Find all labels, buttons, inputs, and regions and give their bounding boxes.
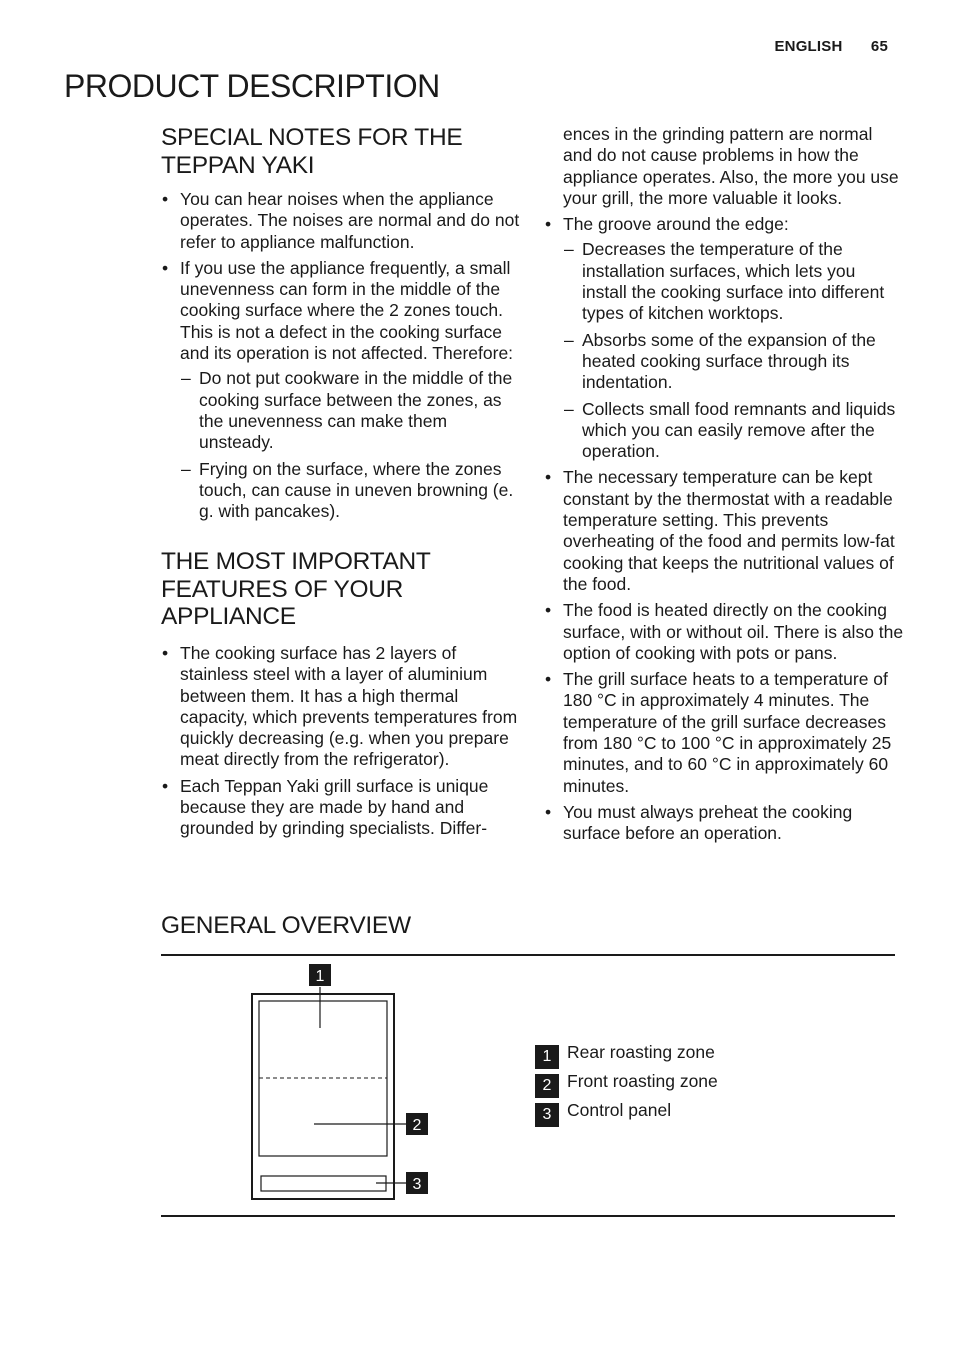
sub-list-item: – Frying on the surface, where the zones touch, can cause in uneven browning (e. g. with pancakes). [180,459,521,523]
list-item-text: If you use the appliance frequently, a small unevenness can form in the middle of the cooking surface where the 2 zones touch. This is not a defect in the cooking surface and its operation is not affected. Therefore: [180,257,514,364]
divider-bottom [161,1215,895,1217]
legend-label: Control panel [567,1100,672,1120]
list-item: • Each Teppan Yaki grill surface is unique because they are made by hand and grounded by grinding specialists. Differ- [161,776,521,840]
marker-2 [406,1113,428,1135]
language-label: ENGLISH [774,38,843,55]
sub-list-item: – Collects small food remnants and liquids which you can easily remove after the operation. [563,399,904,463]
page-title: PRODUCT DESCRIPTION [64,68,440,104]
sub-list-item: – Absorbs some of the expansion of the heated cooking surface through its indentation. [563,330,904,394]
legend-number: 2 [535,1074,559,1098]
legend-number: 1 [535,1045,559,1069]
divider-top [161,954,895,956]
list-item: • The cooking surface has 2 layers of stainless steel with a layer of aluminium between them. It has a high thermal capacity, which prevents temperatures from quickly decreasing (e.g. when you prepare meat directly from the refrigerator). [161,643,521,771]
features-list [161,643,521,840]
appliance-outline [252,994,394,1199]
svg-text:3: 3 [412,1176,422,1193]
general-overview-heading: GENERAL OVERVIEW [161,912,411,939]
right-column [544,124,904,850]
list-item-text: The groove around the edge: [563,214,789,235]
features-list-continued [544,214,904,844]
sub-list-item: – Do not put cookware in the middle of the cooking surface between the zones, as the unevenness can make them unsteady. [180,368,521,453]
marker-1 [309,964,331,986]
sub-list-item: – Decreases the temperature of the installation surfaces, which lets you install the cooking surface into different types of kitchen worktops. [563,239,904,324]
groove-sublist [563,239,904,462]
legend-label: Front roasting zone [567,1071,718,1091]
special-notes-heading: SPECIAL NOTES FOR THE TEPPAN YAKI [161,124,463,179]
special-notes-list [161,189,521,522]
appliance-diagram [240,960,440,1210]
special-notes-sublist [180,368,521,522]
list-item: • You must always preheat the cooking surface before an operation. [544,802,904,845]
svg-text:2: 2 [412,1117,422,1134]
left-column [161,124,521,845]
list-item: • You can hear noises when the appliance operates. The noises are normal and do not refer to appliance malfunction. [161,189,521,253]
list-item: • The necessary temperature can be kept constant by the thermostat with a readable temperature setting. This prevents overheating of the food and permits low-fat cooking that keeps the nutritional values of the food. [544,467,904,595]
list-item-continuation: ences in the grinding pattern are normal and do not cause problems in how the appliance operates. Also, the more you use your grill, the more valuable it looks. [563,124,899,208]
list-item: • The food is heated directly on the cooking surface, with or without oil. There is also the option of cooking with pots or pans. [544,600,904,664]
list-item: • The grill surface heats to a temperature of 180 °C in approximately 4 minutes. The temperature of the grill surface decreases from 180 °C to 100 °C in approximately 25 minutes, and to 60 °C in approximately 60 minutes. [544,669,904,797]
legend-number: 3 [535,1103,559,1127]
features-heading: THE MOST IMPORTANT FEATURES OF YOUR APPLIANCE [161,548,431,631]
page-header [774,38,888,55]
page-number: 65 [870,38,888,55]
marker-3 [406,1172,428,1194]
control-panel-outline [261,1176,386,1191]
legend-label: Rear roasting zone [567,1042,715,1062]
list-item [161,258,521,523]
list-item [544,214,904,462]
svg-text:1: 1 [315,968,325,985]
